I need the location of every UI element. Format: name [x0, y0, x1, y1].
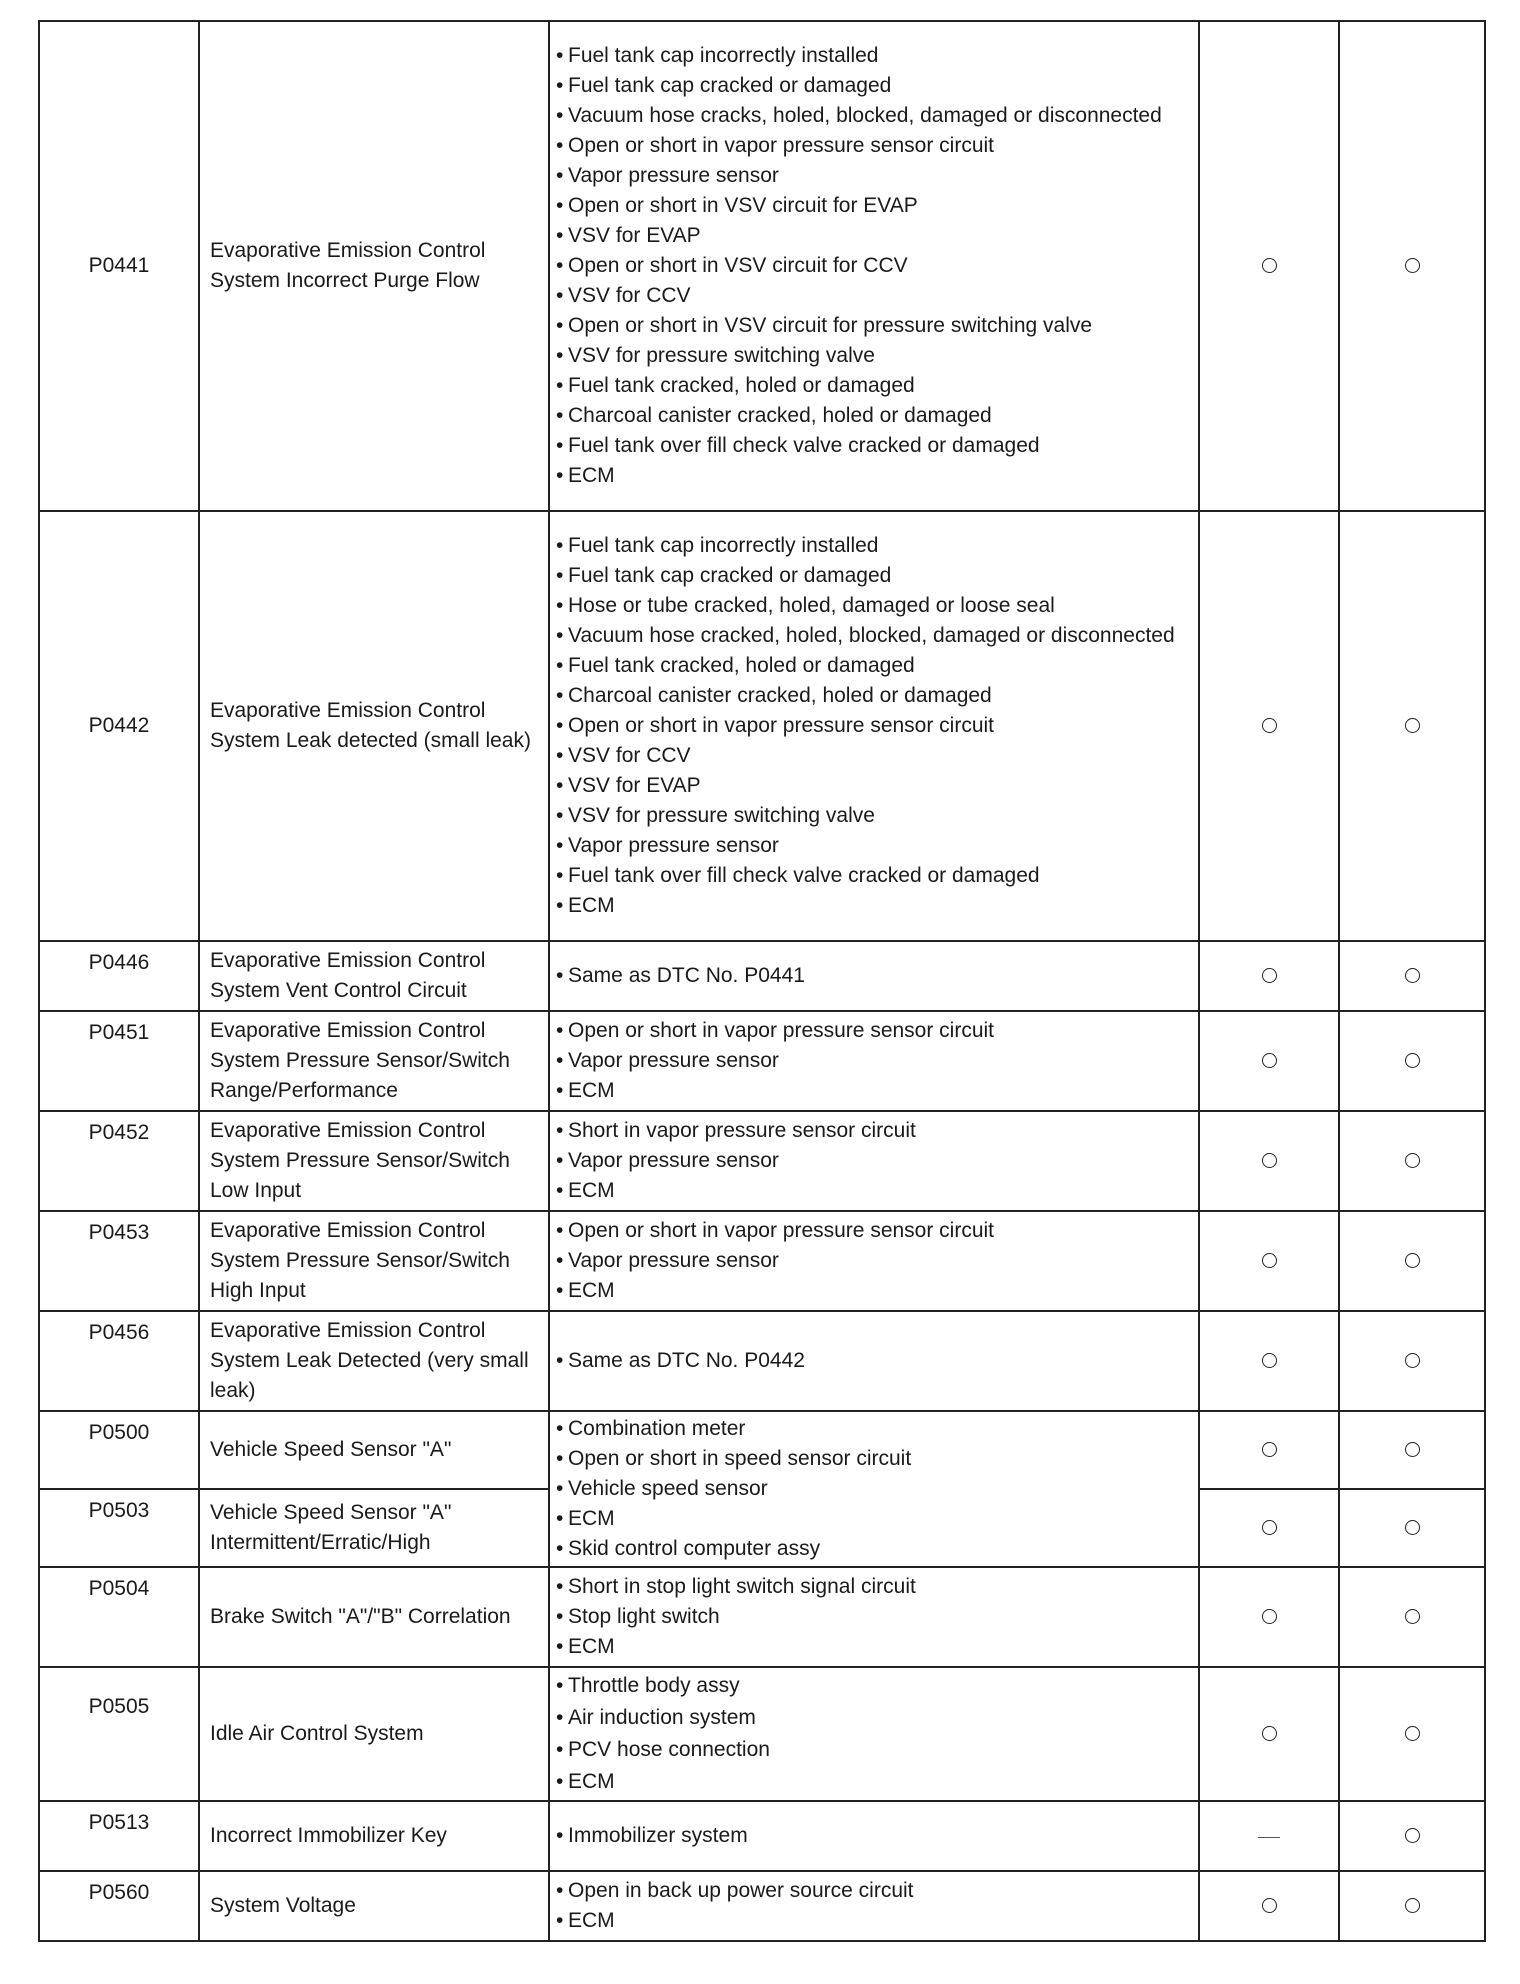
dash-icon [1258, 1837, 1280, 1838]
mil-cell [1199, 1411, 1339, 1489]
cause-list [554, 1821, 1192, 1851]
circle-icon [1405, 718, 1420, 733]
table-row [39, 21, 1485, 511]
cause-item: • Vacuum hose cracked, holed, blocked, damaged or disconnected [554, 621, 1192, 651]
mil-cell [1199, 21, 1339, 511]
table-row [39, 1311, 1485, 1411]
circle-icon [1405, 1898, 1420, 1913]
cause-item: • PCV hose connection [554, 1734, 1192, 1766]
cause-item: • Fuel tank over fill check valve cracked or damaged [554, 861, 1192, 891]
detection-item: Evaporative Emission Control System Leak Detected (very small leak) [199, 1311, 549, 1411]
cause-item: • Hose or tube cracked, holed, damaged or loose seal [554, 591, 1192, 621]
cause-item: • Vapor pressure sensor [554, 831, 1192, 861]
circle-icon [1262, 1898, 1277, 1913]
detection-item: Idle Air Control System [199, 1667, 549, 1801]
table-row [39, 1801, 1485, 1871]
memory-cell [1339, 1667, 1485, 1801]
circle-icon [1405, 1828, 1420, 1843]
cause-item: • VSV for CCV [554, 281, 1192, 311]
trouble-area [549, 941, 1199, 1011]
cause-list [554, 1346, 1192, 1376]
cause-item: • VSV for CCV [554, 741, 1192, 771]
cause-item: • ECM [554, 461, 1192, 491]
mil-cell [1199, 1801, 1339, 1871]
cause-item: • Open or short in VSV circuit for pressure switching valve [554, 311, 1192, 341]
circle-icon [1405, 1442, 1420, 1457]
trouble-area [549, 1011, 1199, 1111]
cause-item: • Vapor pressure sensor [554, 1146, 1192, 1176]
table-row [39, 1011, 1485, 1111]
cause-list [554, 1670, 1192, 1798]
cause-item: • Same as DTC No. P0442 [554, 1346, 1192, 1376]
dtc-code: P0456 [39, 1311, 199, 1411]
mil-cell [1199, 1567, 1339, 1667]
dtc-code: P0451 [39, 1011, 199, 1111]
circle-icon [1405, 1153, 1420, 1168]
mil-cell [1199, 511, 1339, 941]
detection-item: Evaporative Emission Control System Pressure Sensor/Switch Low Input [199, 1111, 549, 1211]
circle-icon [1262, 1726, 1277, 1741]
dtc-code: P0513 [39, 1801, 199, 1871]
detection-item: Evaporative Emission Control System Pressure Sensor/Switch High Input [199, 1211, 549, 1311]
cause-item: • Fuel tank cap incorrectly installed [554, 531, 1192, 561]
cause-item: • ECM [554, 1766, 1192, 1798]
circle-icon [1262, 968, 1277, 983]
trouble-area [549, 1311, 1199, 1411]
trouble-area [549, 1111, 1199, 1211]
circle-icon [1262, 1053, 1277, 1068]
cause-item: • ECM [554, 1632, 1192, 1662]
cause-item: • Vapor pressure sensor [554, 1046, 1192, 1076]
mil-cell [1199, 1011, 1339, 1111]
memory-cell [1339, 1211, 1485, 1311]
circle-icon [1405, 1353, 1420, 1368]
cause-item: • VSV for EVAP [554, 771, 1192, 801]
memory-cell [1339, 1311, 1485, 1411]
dtc-table [38, 20, 1486, 1942]
mil-cell [1199, 941, 1339, 1011]
cause-item: • Fuel tank over fill check valve cracked or damaged [554, 431, 1192, 461]
circle-icon [1405, 1609, 1420, 1624]
detection-item: Evaporative Emission Control System Pressure Sensor/Switch Range/Performance [199, 1011, 549, 1111]
table-row [39, 1567, 1485, 1667]
trouble-area [549, 1211, 1199, 1311]
dtc-code: P0505 [39, 1667, 199, 1801]
detection-item: Incorrect Immobilizer Key [199, 1801, 549, 1871]
cause-list [554, 41, 1192, 491]
table-row [39, 941, 1485, 1011]
cause-item: • Throttle body assy [554, 1670, 1192, 1702]
cause-item: • Fuel tank cracked, holed or damaged [554, 651, 1192, 681]
dtc-code: P0560 [39, 1871, 199, 1941]
table-row [39, 1667, 1485, 1801]
memory-cell [1339, 1871, 1485, 1941]
cause-item: • Open or short in VSV circuit for EVAP [554, 191, 1192, 221]
cause-item: • Vehicle speed sensor [554, 1474, 1192, 1504]
cause-item: • Open in back up power source circuit [554, 1876, 1192, 1906]
trouble-area [549, 1801, 1199, 1871]
memory-cell [1339, 21, 1485, 511]
cause-item: • Immobilizer system [554, 1821, 1192, 1851]
cause-item: • Fuel tank cap incorrectly installed [554, 41, 1192, 71]
circle-icon [1262, 1609, 1277, 1624]
cause-item: • Open or short in speed sensor circuit [554, 1444, 1192, 1474]
circle-icon [1405, 968, 1420, 983]
cause-item: • Vacuum hose cracks, holed, blocked, damaged or disconnected [554, 101, 1192, 131]
mil-cell [1199, 1871, 1339, 1941]
detection-item: Brake Switch "A"/"B" Correlation [199, 1567, 549, 1667]
cause-list [554, 531, 1192, 921]
mil-cell [1199, 1111, 1339, 1211]
cause-item: • ECM [554, 1906, 1192, 1936]
cause-item: • Open or short in vapor pressure sensor circuit [554, 1016, 1192, 1046]
circle-icon [1405, 1253, 1420, 1268]
memory-cell [1339, 1111, 1485, 1211]
cause-list [554, 1876, 1192, 1936]
cause-item: • Short in stop light switch signal circuit [554, 1572, 1192, 1602]
cause-item: • Skid control computer assy [554, 1534, 1192, 1564]
trouble-area [549, 511, 1199, 941]
detection-item: System Voltage [199, 1871, 549, 1941]
memory-cell [1339, 1801, 1485, 1871]
circle-icon [1262, 1253, 1277, 1268]
cause-item: • Vapor pressure sensor [554, 161, 1192, 191]
memory-cell [1339, 1567, 1485, 1667]
detection-item: Vehicle Speed Sensor "A" Intermittent/Erratic/High [199, 1489, 549, 1567]
cause-item: • Vapor pressure sensor [554, 1246, 1192, 1276]
cause-item: • Combination meter [554, 1414, 1192, 1444]
trouble-area [549, 1871, 1199, 1941]
dtc-code: P0500 [39, 1411, 199, 1489]
cause-item: • ECM [554, 1076, 1192, 1106]
circle-icon [1262, 1442, 1277, 1457]
memory-cell [1339, 1489, 1485, 1567]
memory-cell [1339, 511, 1485, 941]
table-row [39, 1111, 1485, 1211]
table-row [39, 511, 1485, 941]
cause-item: • Open or short in VSV circuit for CCV [554, 251, 1192, 281]
memory-cell [1339, 941, 1485, 1011]
memory-cell [1339, 1011, 1485, 1111]
cause-item: • Open or short in vapor pressure sensor circuit [554, 1216, 1192, 1246]
cause-item: • Charcoal canister cracked, holed or damaged [554, 681, 1192, 711]
cause-item: • VSV for pressure switching valve [554, 341, 1192, 371]
circle-icon [1262, 1353, 1277, 1368]
cause-item: • Open or short in vapor pressure sensor circuit [554, 711, 1192, 741]
cause-list [554, 1216, 1192, 1306]
dtc-code: P0441 [39, 21, 199, 511]
trouble-area [549, 1667, 1199, 1801]
trouble-area [549, 21, 1199, 511]
detection-item: Evaporative Emission Control System Vent Control Circuit [199, 941, 549, 1011]
cause-list [554, 1116, 1192, 1206]
cause-item: • ECM [554, 1176, 1192, 1206]
detection-item: Vehicle Speed Sensor "A" [199, 1411, 549, 1489]
cause-item: • Same as DTC No. P0441 [554, 961, 1192, 991]
cause-list [554, 1572, 1192, 1662]
dtc-code: P0452 [39, 1111, 199, 1211]
cause-item: • Charcoal canister cracked, holed or damaged [554, 401, 1192, 431]
circle-icon [1405, 1726, 1420, 1741]
cause-item: • Fuel tank cap cracked or damaged [554, 71, 1192, 101]
cause-list [554, 961, 1192, 991]
cause-item: • Open or short in vapor pressure sensor circuit [554, 131, 1192, 161]
cause-item: • ECM [554, 1276, 1192, 1306]
cause-item: • VSV for EVAP [554, 221, 1192, 251]
cause-item: • VSV for pressure switching valve [554, 801, 1192, 831]
circle-icon [1262, 258, 1277, 273]
table-row [39, 1211, 1485, 1311]
trouble-area [549, 1567, 1199, 1667]
circle-icon [1405, 1053, 1420, 1068]
detection-item: Evaporative Emission Control System Incorrect Purge Flow [199, 21, 549, 511]
detection-item: Evaporative Emission Control System Leak detected (small leak) [199, 511, 549, 941]
trouble-area [549, 1411, 1199, 1567]
dtc-code: P0503 [39, 1489, 199, 1567]
mil-cell [1199, 1667, 1339, 1801]
circle-icon [1405, 258, 1420, 273]
dtc-code: P0504 [39, 1567, 199, 1667]
cause-item: • Fuel tank cap cracked or damaged [554, 561, 1192, 591]
cause-item: • Fuel tank cracked, holed or damaged [554, 371, 1192, 401]
table-row [39, 1871, 1485, 1941]
table-row [39, 1411, 1485, 1489]
circle-icon [1262, 1153, 1277, 1168]
mil-cell [1199, 1489, 1339, 1567]
dtc-code: P0453 [39, 1211, 199, 1311]
cause-item: • Short in vapor pressure sensor circuit [554, 1116, 1192, 1146]
mil-cell [1199, 1211, 1339, 1311]
cause-item: • ECM [554, 891, 1192, 921]
cause-list [554, 1016, 1192, 1106]
circle-icon [1405, 1520, 1420, 1535]
cause-item: • ECM [554, 1504, 1192, 1534]
cause-list [554, 1414, 1192, 1564]
circle-icon [1262, 1520, 1277, 1535]
circle-icon [1262, 718, 1277, 733]
memory-cell [1339, 1411, 1485, 1489]
cause-item: • Air induction system [554, 1702, 1192, 1734]
dtc-code: P0442 [39, 511, 199, 941]
cause-item: • Stop light switch [554, 1602, 1192, 1632]
mil-cell [1199, 1311, 1339, 1411]
dtc-code: P0446 [39, 941, 199, 1011]
